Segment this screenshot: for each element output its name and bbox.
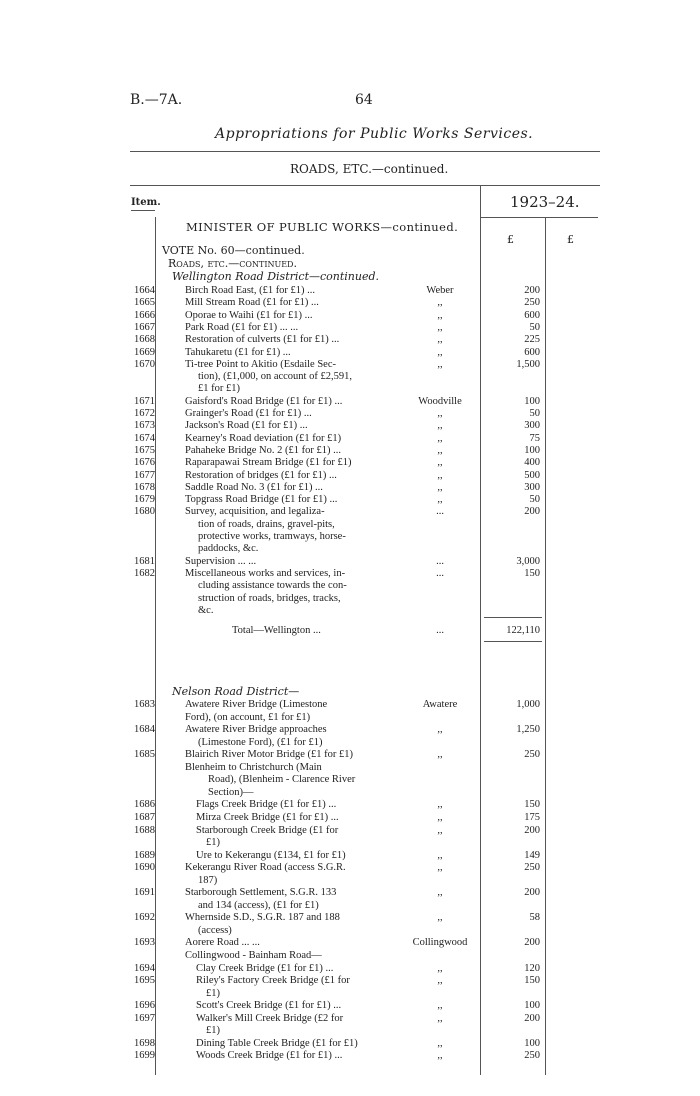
item-description: Riley's Factory Creek Bridge (£1 for: [196, 975, 350, 987]
item-description: Collingwood - Bainham Road—: [185, 950, 322, 961]
item-number: 1668: [134, 334, 155, 346]
item-description: tion), (£1,000, on account of £2,591,: [198, 371, 352, 383]
table-row: [0, 1049, 700, 1062]
item-district: ,,: [437, 912, 443, 924]
item-amount: 150: [524, 567, 540, 579]
item-district: ,,: [437, 432, 443, 444]
item-amount: 100: [524, 1000, 540, 1012]
item-number: 1677: [134, 469, 155, 481]
vote-heading: VOTE No. 60—continued.: [162, 244, 305, 257]
table-row: [0, 481, 700, 494]
item-amount: 200: [524, 1012, 540, 1024]
item-district: ,,: [437, 346, 443, 358]
item-amount: 150: [524, 975, 540, 987]
rule-top: [130, 151, 600, 152]
item-amount: 150: [524, 799, 540, 811]
item-description: Awatere River Bridge approaches: [185, 724, 327, 736]
item-amount: 175: [524, 811, 540, 823]
item-district: Awatere: [422, 699, 458, 710]
item-description: Park Road (£1 for £1) ... ...: [185, 321, 299, 333]
item-description: Section)—: [208, 786, 254, 798]
item-district: Collingwood: [412, 937, 468, 949]
item-district: ,,: [437, 799, 443, 811]
table-row: [0, 321, 700, 334]
page-title: Appropriations for Public Works Services.: [215, 126, 534, 142]
item-district: ,,: [437, 1000, 443, 1012]
item-amount: 100: [524, 1037, 540, 1049]
table-row: [0, 1012, 700, 1025]
table-row: [0, 333, 700, 346]
table-row: [0, 407, 700, 420]
table-row: [0, 1024, 700, 1037]
table-row: [0, 444, 700, 457]
item-description: Starborough Creek Bridge (£1 for: [196, 824, 339, 836]
item-district: ,,: [437, 749, 443, 761]
item-description: Aorere Road ... ...: [185, 937, 260, 949]
item-description: Oporae to Waihi (£1 for £1) ...: [185, 309, 313, 321]
item-district: ,,: [437, 358, 443, 370]
item-district: ,,: [437, 297, 443, 309]
total-row: [0, 624, 700, 637]
item-description: Blenheim to Christchurch (Main: [185, 761, 322, 773]
item-description: Restoration of bridges (£1 for £1) ...: [185, 469, 337, 481]
item-number: 1679: [134, 494, 155, 506]
table-row: [0, 748, 700, 761]
item-district: Woodville: [418, 395, 462, 407]
item-underline: [131, 210, 155, 211]
table-row: [0, 936, 700, 949]
roads-heading: Roads, etc.—continued.: [168, 257, 297, 270]
item-description: Woods Creek Bridge (£1 for £1) ...: [196, 1050, 343, 1062]
item-description: Ti-tree Point to Akitio (Esdaile Sec-: [185, 358, 336, 370]
item-description: Miscellaneous works and services, in-: [185, 567, 346, 579]
item-description: Road), (Blenheim - Clarence River: [208, 774, 356, 786]
table-row: [0, 836, 700, 849]
table-row: [0, 296, 700, 309]
table-row: [0, 309, 700, 322]
table-row: [0, 924, 700, 937]
page-number: 64: [355, 92, 373, 108]
item-number: 1687: [134, 811, 155, 823]
year-rule: [480, 217, 598, 218]
item-description: Kearney's Road deviation (£1 for £1): [185, 432, 342, 444]
item-description: 187): [198, 874, 218, 886]
item-amount: 500: [524, 469, 540, 481]
item-description: Gaisford's Road Bridge (£1 for £1) ...: [185, 395, 343, 407]
item-number: 1689: [134, 849, 155, 861]
table-row: [0, 395, 700, 408]
table-row: [0, 604, 700, 617]
item-description: (access): [198, 924, 232, 936]
item-description: cluding assistance towards the con-: [198, 580, 347, 592]
table-row: [0, 962, 700, 975]
item-description: £1 for £1): [198, 383, 240, 395]
minister-heading: MINISTER OF PUBLIC WORKS—continued.: [186, 220, 459, 234]
total-dots: ...: [436, 625, 444, 636]
table-row: [0, 886, 700, 899]
item-description: &c.: [198, 604, 214, 616]
table-row: [0, 824, 700, 837]
item-description: Survey, acquisition, and legaliza-: [185, 506, 325, 518]
item-district: ,,: [437, 724, 443, 736]
item-description: tion of roads, drains, gravel-pits,: [198, 518, 335, 530]
table-row: [0, 786, 700, 799]
item-district: ,,: [437, 309, 443, 321]
table-row: [0, 874, 700, 887]
table-row: [0, 284, 700, 297]
total-label: Total—Wellington ...: [232, 625, 321, 636]
item-district: ,,: [437, 321, 443, 333]
item-amount: 200: [524, 285, 540, 296]
item-description: Saddle Road No. 3 (£1 for £1) ...: [185, 481, 323, 493]
table-row: [0, 493, 700, 506]
rule-header: [130, 185, 600, 186]
total-amount: 122,110: [506, 625, 540, 636]
item-amount: 300: [524, 481, 540, 493]
table-row: [0, 567, 700, 580]
item-district: ,,: [437, 334, 443, 346]
table-row: [0, 761, 700, 774]
table-row: [0, 505, 700, 518]
table-row: [0, 530, 700, 543]
item-amount: 58: [529, 912, 540, 924]
item-number: 1690: [134, 862, 155, 874]
item-number: 1694: [134, 962, 155, 974]
item-number: 1682: [134, 567, 155, 579]
item-amount: 600: [524, 309, 540, 321]
item-amount: 225: [524, 334, 540, 346]
item-district: ,,: [437, 457, 443, 469]
item-amount: 50: [529, 494, 540, 506]
section-title: ROADS, ETC.—continued.: [290, 162, 449, 176]
item-amount: 250: [524, 862, 540, 874]
item-number: 1681: [134, 555, 155, 567]
item-number: 1671: [134, 395, 155, 407]
item-description: Tahukaretu (£1 for £1) ...: [185, 346, 291, 358]
item-number: 1674: [134, 432, 155, 444]
item-number: 1696: [134, 1000, 155, 1012]
item-number: 1672: [134, 408, 155, 419]
item-number: 1680: [134, 506, 155, 518]
item-district: ,,: [437, 1050, 443, 1062]
table-row: [0, 698, 700, 711]
table-row: [0, 469, 700, 482]
item-description: £1): [206, 1025, 220, 1037]
item-amount: 200: [524, 887, 540, 899]
table-row: [0, 773, 700, 786]
item-amount: 200: [524, 824, 540, 836]
item-amount: 3,000: [516, 555, 540, 567]
item-description: Mill Stream Road (£1 for £1) ...: [185, 297, 319, 309]
item-amount: 400: [524, 457, 540, 469]
item-district: ,,: [437, 1012, 443, 1024]
item-amount: 250: [524, 297, 540, 309]
item-description: £1): [206, 987, 220, 999]
item-district: ,,: [437, 1037, 443, 1049]
item-description: protective works, tramways, horse-: [198, 531, 346, 542]
item-amount: 1,500: [516, 358, 540, 370]
total-rule-top: [484, 617, 542, 618]
item-district: ,,: [437, 811, 443, 823]
item-description: Clay Creek Bridge (£1 for £1) ...: [196, 962, 334, 974]
item-number: 1670: [134, 358, 155, 370]
item-district: ,,: [437, 962, 443, 974]
table-row: [0, 1037, 700, 1050]
item-amount: 120: [524, 962, 540, 974]
item-number: 1664: [134, 285, 155, 296]
table-row: [0, 419, 700, 432]
item-district: ...: [436, 567, 444, 579]
table-row: [0, 432, 700, 445]
item-amount: 100: [524, 444, 540, 456]
item-amount: 50: [529, 408, 540, 419]
pound-header-2: £: [567, 233, 574, 246]
item-district: ,,: [437, 469, 443, 481]
pound-header-1: £: [507, 233, 514, 246]
item-amount: 50: [529, 321, 540, 333]
item-description: £1): [206, 837, 220, 849]
item-description: Starborough Settlement, S.G.R. 133: [185, 887, 337, 899]
table-row: [0, 456, 700, 469]
item-amount: 1,000: [516, 699, 540, 710]
item-amount: 149: [524, 849, 540, 861]
item-description: Flags Creek Bridge (£1 for £1) ...: [196, 799, 337, 811]
table-row: [0, 736, 700, 749]
item-number: 1693: [134, 937, 155, 949]
district-heading-wellington: Wellington Road District—continued.: [172, 270, 380, 283]
item-description: and 134 (access), (£1 for £1): [198, 899, 319, 911]
table-row: [0, 711, 700, 724]
item-description: Blairich River Motor Bridge (£1 for £1): [185, 749, 353, 761]
item-number: 1692: [134, 912, 155, 924]
item-number: 1666: [134, 309, 155, 321]
item-description: Ure to Kekerangu (£134, £1 for £1): [196, 849, 346, 861]
item-description: Kekerangu River Road (access S.G.R.: [185, 862, 346, 874]
item-description: Pahaheke Bridge No. 2 (£1 for £1) ...: [185, 444, 342, 456]
table-row: [0, 899, 700, 912]
item-number: 1691: [134, 887, 155, 899]
item-amount: 100: [524, 395, 540, 407]
item-description: Dining Table Creek Bridge (£1 for £1): [196, 1037, 358, 1049]
item-district: ,,: [437, 408, 443, 419]
item-number: 1673: [134, 420, 155, 432]
item-number: 1685: [134, 749, 155, 761]
table-row: [0, 370, 700, 383]
page-ref: B.—7A.: [130, 92, 183, 108]
table-row: [0, 911, 700, 924]
table-row: [0, 849, 700, 862]
table-row: [0, 382, 700, 395]
item-amount: 75: [529, 432, 540, 444]
item-description: Jackson's Road (£1 for £1) ...: [185, 420, 308, 432]
table-row: [0, 518, 700, 531]
item-district: ,,: [437, 481, 443, 493]
item-number: 1699: [134, 1050, 155, 1062]
item-district: ,,: [437, 494, 443, 506]
item-amount: 200: [524, 506, 540, 518]
item-description: Scott's Creek Bridge (£1 for £1) ...: [196, 1000, 342, 1012]
item-amount: 250: [524, 1050, 540, 1062]
item-district: ...: [436, 555, 444, 567]
item-number: 1695: [134, 975, 155, 987]
item-description: Grainger's Road (£1 for £1) ...: [185, 408, 312, 419]
item-description: paddocks, &c.: [198, 543, 259, 555]
item-district: ,,: [437, 849, 443, 861]
table-row: [0, 811, 700, 824]
item-description: Topgrass Road Bridge (£1 for £1) ...: [185, 494, 338, 506]
item-number: 1667: [134, 321, 155, 333]
item-amount: 1,250: [516, 724, 540, 736]
table-row: [0, 999, 700, 1012]
item-amount: 250: [524, 749, 540, 761]
item-number: 1665: [134, 297, 155, 309]
table-row: [0, 555, 700, 568]
item-district: Weber: [426, 285, 454, 296]
item-amount: 300: [524, 420, 540, 432]
table-row: [0, 592, 700, 605]
item-number: 1698: [134, 1037, 155, 1049]
item-district: ,,: [437, 975, 443, 987]
total-rule-bottom: [484, 641, 542, 642]
item-district: ...: [436, 506, 444, 518]
column-year-header: 1923–24.: [510, 193, 580, 211]
table-row: [0, 723, 700, 736]
table-row: [0, 798, 700, 811]
item-number: 1678: [134, 481, 155, 493]
item-district: ,,: [437, 824, 443, 836]
item-description: Mirza Creek Bridge (£1 for £1) ...: [196, 811, 339, 823]
item-amount: 600: [524, 346, 540, 358]
table-row: [0, 346, 700, 359]
item-description: Ford), (on account, £1 for £1): [185, 711, 311, 723]
table-row: [0, 987, 700, 1000]
item-description: Whernside S.D., S.G.R. 187 and 188: [185, 912, 340, 924]
item-amount: 200: [524, 937, 540, 949]
table-row: [0, 542, 700, 555]
item-description: (Limestone Ford), (£1 for £1): [198, 736, 323, 748]
item-number: 1669: [134, 346, 155, 358]
item-district: ,,: [437, 862, 443, 874]
item-description: struction of roads, bridges, tracks,: [198, 592, 341, 604]
table-row: [0, 861, 700, 874]
item-number: 1683: [134, 699, 155, 710]
item-description: Supervision ... ...: [185, 555, 257, 567]
item-number: 1686: [134, 799, 155, 811]
table-row: [0, 949, 700, 962]
table-row: [0, 579, 700, 592]
item-number: 1676: [134, 457, 155, 469]
column-item-header: Item.: [131, 197, 161, 208]
item-description: Walker's Mill Creek Bridge (£2 for: [196, 1012, 344, 1024]
item-number: 1675: [134, 444, 155, 456]
item-district: ,,: [437, 887, 443, 899]
item-number: 1684: [134, 724, 155, 736]
table-row: [0, 974, 700, 987]
item-district: ,,: [437, 444, 443, 456]
item-number: 1697: [134, 1012, 155, 1024]
district-heading-nelson: Nelson Road District—: [172, 685, 300, 698]
item-number: 1688: [134, 824, 155, 836]
item-district: ,,: [437, 420, 443, 432]
item-description: Awatere River Bridge (Limestone: [185, 699, 328, 710]
item-description: Birch Road East, (£1 for £1) ...: [185, 285, 316, 296]
table-row: [0, 358, 700, 371]
item-description: Restoration of culverts (£1 for £1) ...: [185, 334, 340, 346]
item-description: Raparapawai Stream Bridge (£1 for £1): [185, 457, 352, 469]
